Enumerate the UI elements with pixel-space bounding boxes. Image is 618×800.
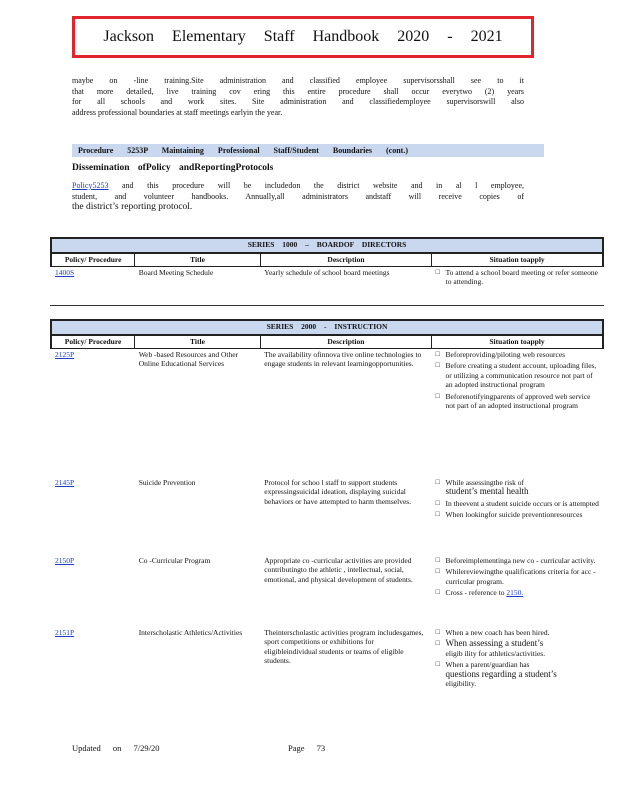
intro-line: address professional boundaries at staff meetings earlyin the year. (72, 107, 283, 117)
policy-description: Appropriate co -curricular activities are provided contributingto the athletic , intellectual, social, emotional, and physical development of students. (264, 555, 413, 584)
square-bullet-icon: □ (435, 567, 440, 575)
situation-item: □ When assessing a student’s (435, 638, 544, 648)
handbook-title: Jackson Elementary Staff Handbook 2020 - 2021 (103, 28, 503, 45)
page-number: Page 73 (288, 743, 326, 753)
column-header-title: Title (135, 335, 261, 348)
situation-item: □ Whilereviewingthe qualifications criteria for acc - curricular program. (435, 567, 596, 586)
dissemination-line-1 (72, 181, 524, 192)
situation-cell (432, 477, 603, 555)
situation-item: □ Before creating a student account, uploading files, or utilizing a communication resource not part of an adopted instructional program (435, 361, 597, 389)
column-header-title: Title (135, 253, 261, 266)
policy-title: Web -based Resources and Other Online Educational Services (138, 349, 239, 368)
policy-description: Theinterscholastic activities program includesgames, sport competitions or exhibitions for eligibleindividual students or teams of eligible students. (264, 627, 424, 665)
dissemination-paragraph (72, 181, 524, 213)
situation-cell (432, 348, 603, 477)
square-bullet-icon: □ (435, 498, 440, 507)
policy-title: Board Meeting Schedule (138, 267, 214, 277)
page-footer (72, 743, 326, 753)
square-bullet-icon: □ (435, 639, 440, 647)
series-1000-table (50, 237, 604, 290)
square-bullet-icon: □ (435, 391, 440, 400)
square-bullet-icon: □ (435, 349, 440, 358)
table-row (51, 348, 603, 477)
situation-item: □ When a new coach has been hired. (435, 627, 550, 637)
situation-item-continued: questions regarding a student’s (445, 668, 557, 679)
square-bullet-icon: □ (435, 510, 440, 518)
situation-item: □ To attend a school board meeting or refer someone to attending. (435, 267, 598, 286)
column-header-description: Description (260, 335, 431, 348)
policy-link-2151P[interactable]: 2151P (55, 627, 75, 637)
situation-item: □ In theevent a student suicide occurs or is attempted (435, 498, 599, 508)
column-header-description: Description (260, 253, 431, 266)
policy-description: Yearly schedule of school board meetings (264, 267, 390, 277)
policy-title: Co -Curricular Program (138, 555, 211, 565)
dissemination-heading: Dissemination ofPolicy andReportingProtocols (72, 163, 274, 173)
series-2000-table (50, 319, 604, 711)
situation-cell (432, 627, 603, 711)
column-header-policy: Policy/ Procedure (51, 253, 135, 266)
situation-item: □ Cross - reference to 2150. (435, 588, 524, 597)
situation-item: □ Beforenotifyingparents of approved web service not part of an adopted instructional program (435, 391, 591, 410)
updated-date: Updated on 7/29/20 (72, 743, 160, 753)
section-divider (50, 305, 604, 306)
policy-link-2145P[interactable]: 2145P (55, 477, 75, 487)
situation-cell (432, 266, 603, 290)
square-bullet-icon: □ (435, 361, 440, 369)
policy-link-1400S[interactable]: 1400S (55, 267, 75, 277)
table-row (51, 477, 603, 555)
situation-item-continued: student’s mental health (445, 486, 529, 496)
series-2000-heading: SERIES 2000 - INSTRUCTION (51, 320, 603, 335)
table-row (51, 555, 603, 627)
situation-cell (432, 555, 603, 627)
policy-link-2150P[interactable]: 2150P (55, 555, 75, 565)
intro-line: that more detailed, live training cov ering this entire procedure shall occur everytwo (2) years (72, 86, 524, 96)
procedure-heading-bar: Procedure 5253P Maintaining Professional Staff/Student Boundaries (cont.) (72, 144, 544, 157)
policy-title: Suicide Prevention (138, 477, 196, 487)
policy-5253-link[interactable]: Policy5253 (72, 181, 109, 190)
intro-line: for all schools and work sites. Site administration and classifiedemployee supervisorswill also (72, 97, 524, 106)
policy-title: Interscholastic Athletics/Activities (138, 627, 243, 637)
intro-paragraph (72, 76, 524, 118)
column-header-situation: Situation toapply (432, 253, 603, 266)
policy-description: Protocol for schoo l staff to support students expressingsuicidal ideation, displaying suicidal behaviors or have attempted to harm themselves. (264, 477, 412, 506)
square-bullet-icon: □ (435, 267, 440, 276)
column-header-situation: Situation toapply (432, 335, 603, 348)
column-header-policy: Policy/ Procedure (51, 335, 135, 348)
situation-item-continued: eligibility. (445, 679, 477, 688)
table-row (51, 266, 603, 290)
square-bullet-icon: □ (435, 660, 440, 668)
situation-item: □ While assessingthe risk of (435, 477, 525, 487)
situation-item: □ Beforeproviding/piloting web resources (435, 349, 566, 359)
policy-link-2125P[interactable]: 2125P (55, 349, 75, 359)
situation-item: □ When lookingfor suicide preventionresources (435, 510, 583, 519)
situation-item: □ Beforeimplementinga new co - curricular activity. (435, 555, 596, 565)
dissemination-line-1-text: and this procedure will be includedon the district website and in al l employee, (122, 181, 524, 190)
square-bullet-icon: □ (435, 588, 440, 596)
square-bullet-icon: □ (435, 627, 440, 636)
square-bullet-icon: □ (435, 477, 440, 486)
series-1000-heading: SERIES 1000 – BOARDOF DIRECTORS (51, 238, 603, 253)
table-row (51, 627, 603, 711)
square-bullet-icon: □ (435, 555, 440, 564)
dissemination-line-2: student, and volunteer handbooks. Annually,all administrators andstaff will receive copies of (72, 191, 524, 201)
cross-reference-link-2150[interactable]: 2150. (506, 588, 524, 597)
situation-item: □ When a parent/guardian has (435, 660, 530, 669)
intro-line: maybe on -line training.Site administration and classified employee supervisorsshall see to it (72, 76, 524, 85)
policy-description: The availability ofinnova tive online technologies to engage students in relevant learningopportunities. (264, 349, 422, 368)
dissemination-line-3: the district’s reporting protocol. (72, 202, 193, 212)
situation-item-continued: eligib ility for athletics/activities. (445, 648, 546, 658)
